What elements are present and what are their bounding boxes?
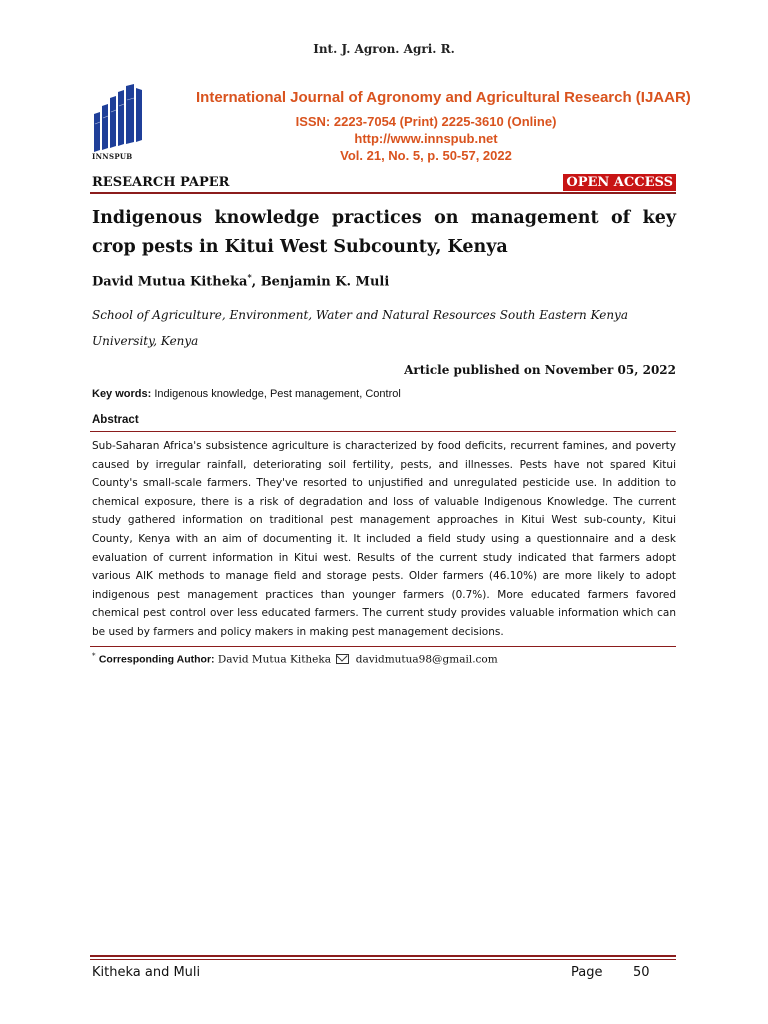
journal-issn: ISSN: 2223-7054 (Print) 2225-3610 (Online) [295,114,557,129]
mail-icon [336,654,349,664]
footer-page-number: 50 [633,965,650,980]
running-head: Int. J. Agron. Agri. R. [313,42,455,56]
keywords-label: Key words: [92,388,152,400]
article-title: Indigenous knowledge practices on management of key crop pests in Kitui West Subcounty, Kenya [92,208,676,257]
corresponding-mark: * [247,272,252,282]
abstract-text: Sub-Saharan Africa's subsistence agriculture is characterized by food deficits, recurrent famines, and poverty caused by irregular rainfall, deteriorating soil fertility, pests, and illnesses. Pests have not spared Kitui County's small-scale farmers. They've resorted to unjustified and unregulated pesticide use. In addition to chemical exposure, there is a risk of degradation and loss of valuable Indigenous Knowledge. The current study gathered information on traditional pest management approaches in Kitui West sub-county, Kitui County, Kenya with an aim of documenting it. It included a field study using a questionnaire and a desk evaluation of current information in Kitui west. Results of the current study indicated that farmers adopt various AIK methods to manage field and storage pests. Older farmers (46.10%) are more likely to adopt indigenous pest management practices than younger farmers (0.7%). More educated farmers favored chemical pest control over less educated farmers. The current study provides valuable information which can be used by farmers and policy makers in making pest management decisions. [92,440,676,638]
open-access-badge: OPEN ACCESS [563,174,676,191]
journal-title: International Journal of Agronomy and Agricultural Research (IJAAR) [196,89,691,106]
section-label: RESEARCH PAPER [92,175,230,190]
footer-page-label: Page [571,965,603,980]
published-date: Article published on November 05, 2022 [404,363,676,377]
keywords-text: Indigenous knowledge, Pest management, Control [154,388,401,400]
abstract-top-rule [90,431,676,432]
corresponding-author [92,652,498,666]
corr-name: David Mutua Kitheka [217,653,332,666]
other-authors: , Benjamin K. Muli [251,274,390,290]
footer-authors: Kitheka and Muli [92,965,201,980]
footer-rule [90,955,676,957]
first-author: David Mutua Kitheka [92,274,248,290]
corr-label: Corresponding Author: [98,653,215,666]
journal-volume: Vol. 21, No. 5, p. 50-57, 2022 [340,148,512,163]
author-list [92,272,389,289]
corr-mark: * [92,652,96,660]
corr-email[interactable]: davidmutua98@gmail.com [355,653,498,666]
logo-text: INNSPUB [92,152,133,161]
affiliation: School of Agriculture, Environment, Water and Natural Resources South Eastern Kenya University, Kenya [92,308,628,348]
journal-url[interactable]: http://www.innspub.net [354,131,498,146]
abstract-bottom-rule [90,646,676,647]
keywords [92,388,401,400]
footer-rule-thin [90,959,676,960]
header-divider [90,192,676,194]
abstract-heading: Abstract [92,414,139,426]
